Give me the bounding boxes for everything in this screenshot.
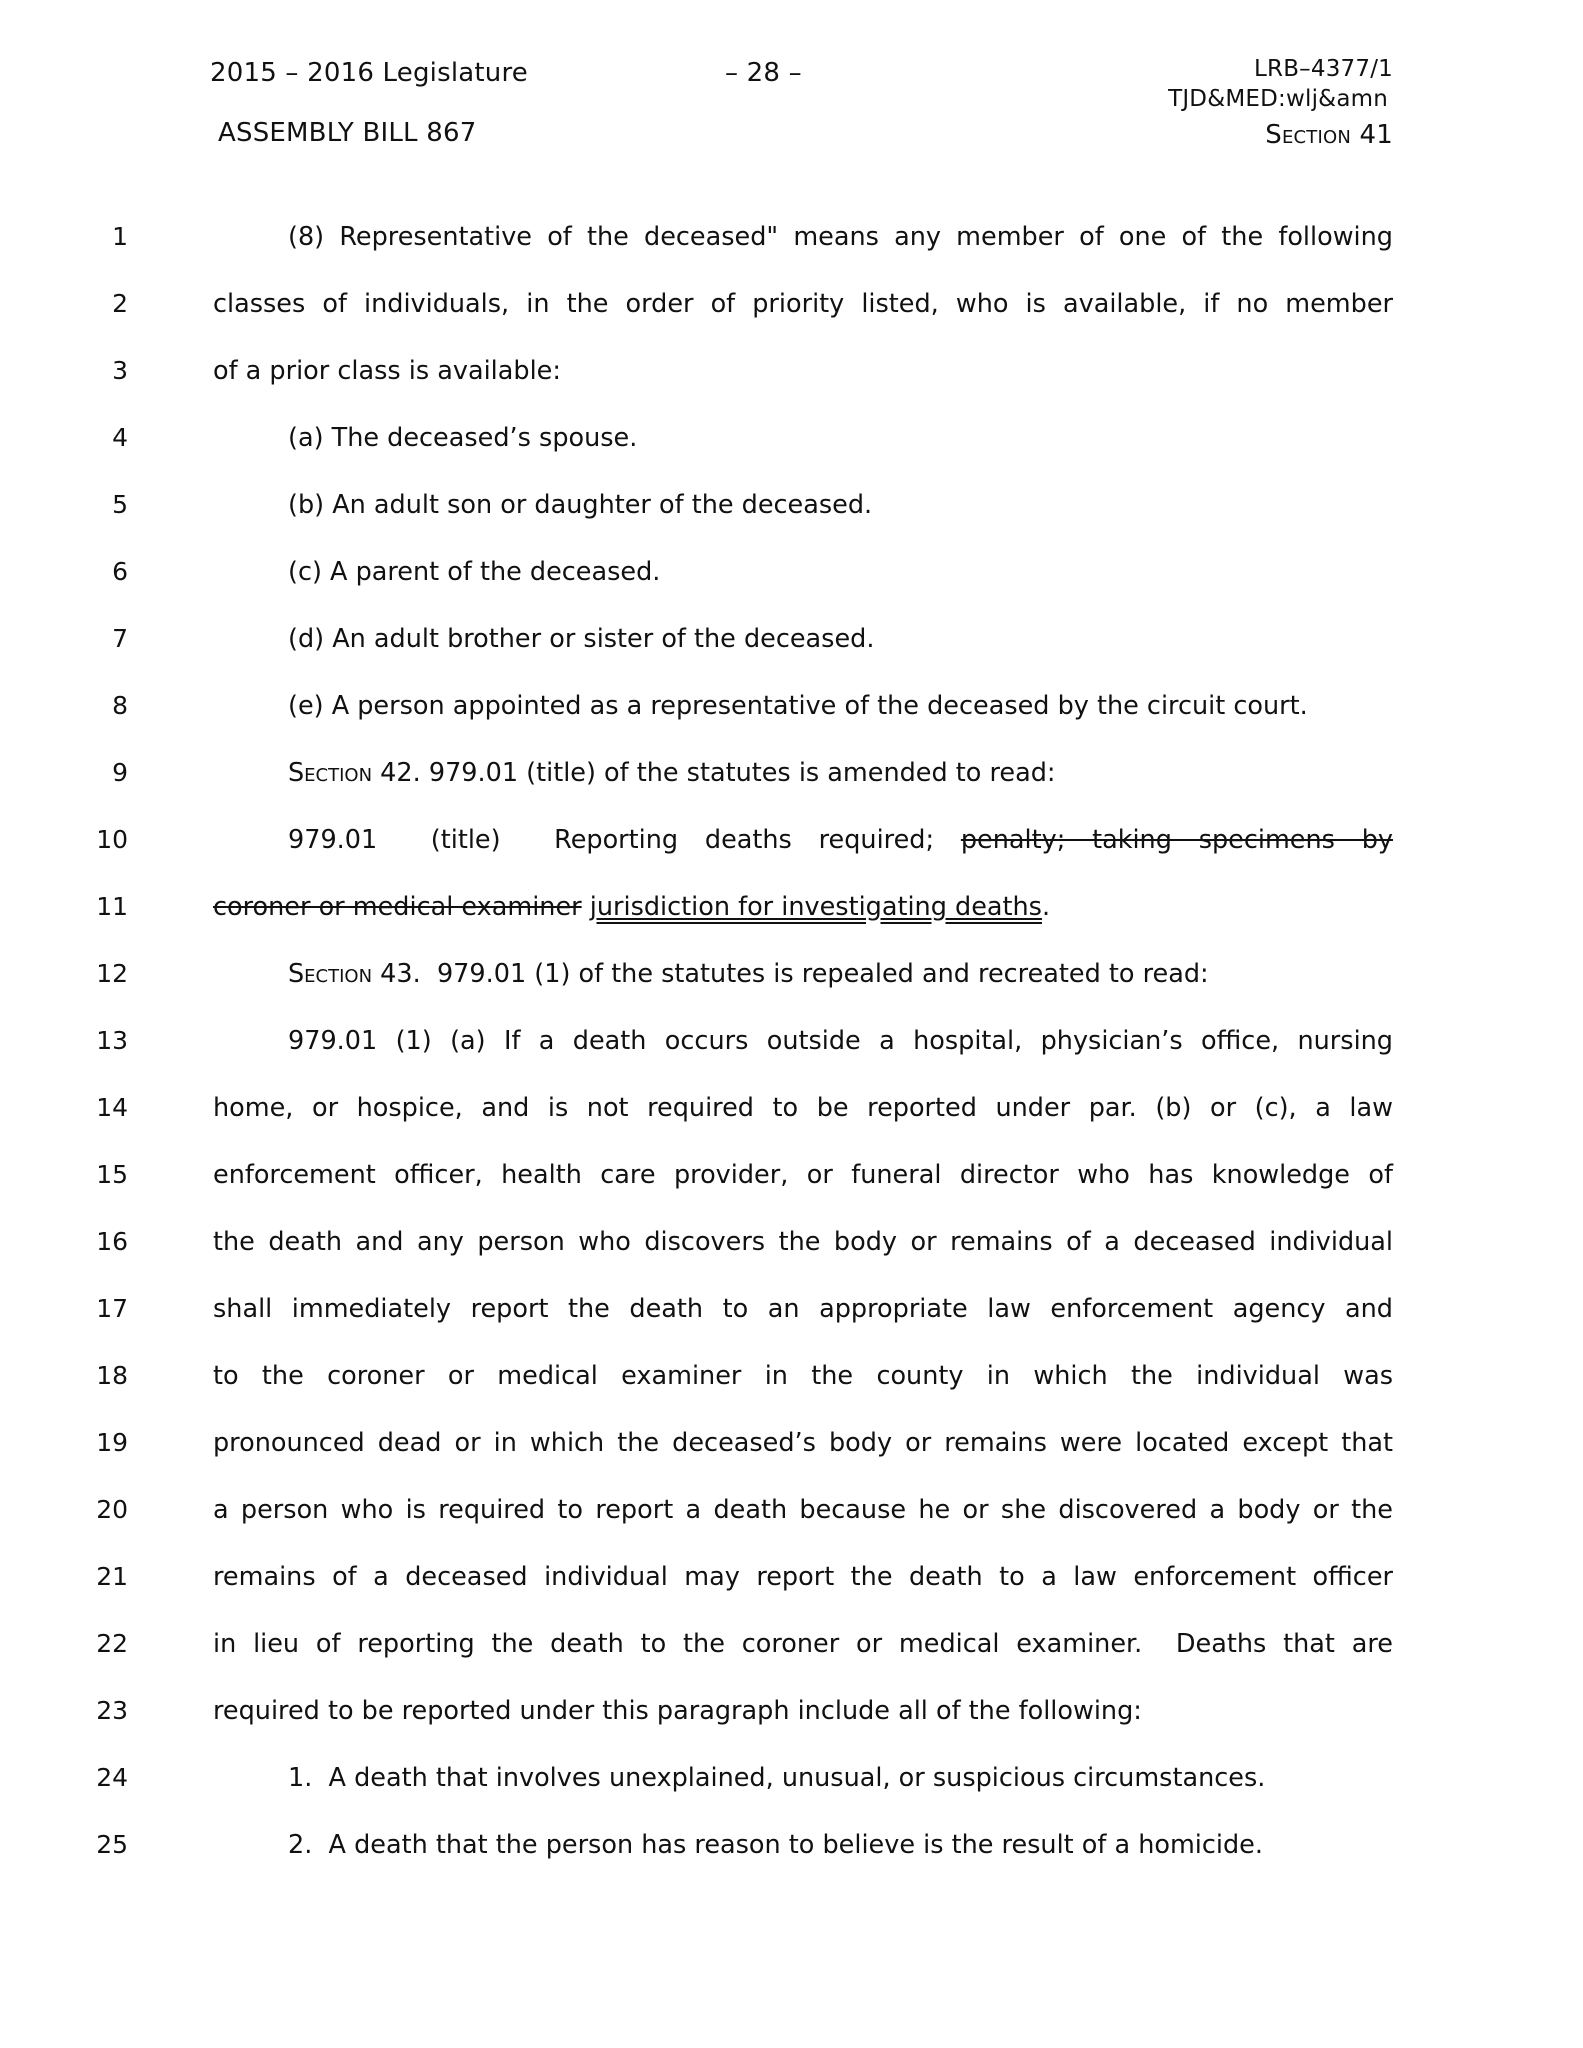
line-text: 979.01 (1) (a) If a death occurs outside a hospital, physician’s office, nursing	[288, 1026, 1393, 1056]
line-text: a person who is required to report a death because he or she discovered a body or the	[213, 1495, 1393, 1525]
section-label: Section 42.	[288, 758, 421, 788]
line-number: 4	[112, 423, 128, 452]
line-text: shall immediately report the death to an appropriate law enforcement agency and	[213, 1294, 1393, 1324]
bill-line	[0, 1562, 1583, 1602]
line-number: 10	[96, 825, 128, 854]
line-number: 18	[96, 1361, 128, 1390]
line-text: (b) An adult son or daughter of the deceased.	[288, 490, 873, 520]
line-text: 2. A death that the person has reason to believe is the result of a homicide.	[288, 1830, 1263, 1860]
line-text	[213, 892, 1050, 922]
line-number: 25	[96, 1830, 128, 1859]
line-number: 1	[112, 222, 128, 251]
deleted-text: penalty; taking specimens by	[960, 825, 1394, 855]
line-number: 17	[96, 1294, 128, 1323]
retained-text: 979.01 (title) Reporting deaths required;	[288, 825, 961, 855]
line-number: 12	[96, 959, 128, 988]
line-text: (8) Representative of the deceased" means any member of one of the following	[288, 222, 1393, 252]
line-text: of a prior class is available:	[213, 356, 561, 386]
bill-line	[0, 1763, 1583, 1803]
line-number: 15	[96, 1160, 128, 1189]
line-text: to the coroner or medical examiner in the county in which the individual was	[213, 1361, 1393, 1391]
inserted-text: jurisdiction for investigating deaths	[589, 892, 1042, 922]
bill-line	[0, 1361, 1583, 1401]
line-text	[288, 825, 1393, 855]
current-section: Section 41	[1265, 120, 1393, 150]
line-text: remains of a deceased individual may report the death to a law enforcement officer	[213, 1562, 1393, 1592]
line-number: 19	[96, 1428, 128, 1457]
spacer-text	[582, 892, 590, 922]
legislature-session: 2015 – 2016 Legislature	[210, 58, 528, 88]
line-number: 14	[96, 1093, 128, 1122]
line-number: 21	[96, 1562, 128, 1591]
section-description: 979.01 (title) of the statutes is amended to read:	[420, 758, 1056, 788]
line-number: 6	[112, 557, 128, 586]
line-text: (c) A parent of the deceased.	[288, 557, 661, 587]
bill-line	[0, 1830, 1583, 1870]
line-number: 9	[112, 758, 128, 787]
bill-line	[0, 1696, 1583, 1736]
bill-line	[0, 1629, 1583, 1669]
line-number: 20	[96, 1495, 128, 1524]
section-description: 979.01 (1) of the statutes is repealed and recreated to read:	[420, 959, 1209, 989]
line-text: enforcement officer, health care provider, or funeral director who has knowledge of	[213, 1160, 1393, 1190]
deleted-text: coroner or medical examiner	[213, 892, 582, 922]
section-label: Section 43.	[288, 959, 421, 989]
trailing-text: .	[1041, 892, 1051, 922]
bill-line	[0, 1160, 1583, 1200]
line-text: required to be reported under this paragraph include all of the following:	[213, 1696, 1142, 1726]
line-text: classes of individuals, in the order of priority listed, who is available, if no member	[213, 289, 1393, 319]
line-number: 8	[112, 691, 128, 720]
bill-line	[0, 758, 1583, 798]
bill-line	[0, 1093, 1583, 1133]
bill-line	[0, 222, 1583, 262]
line-text	[288, 758, 1056, 788]
line-text: home, or hospice, and is not required to be reported under par. (b) or (c), a law	[213, 1093, 1393, 1123]
page-number: – 28 –	[725, 58, 802, 88]
line-text: (a) The deceased’s spouse.	[288, 423, 638, 453]
lrb-number: LRB–4377/1	[1254, 56, 1393, 82]
line-number: 11	[96, 892, 128, 921]
line-number: 24	[96, 1763, 128, 1792]
line-number: 23	[96, 1696, 128, 1725]
bill-line	[0, 1026, 1583, 1066]
bill-line	[0, 289, 1583, 329]
bill-line	[0, 624, 1583, 664]
line-number: 5	[112, 490, 128, 519]
line-text: in lieu of reporting the death to the coroner or medical examiner. Deaths that are	[213, 1629, 1393, 1659]
bill-line	[0, 1428, 1583, 1468]
line-number: 22	[96, 1629, 128, 1658]
bill-line	[0, 1495, 1583, 1535]
line-number: 3	[112, 356, 128, 385]
bill-line	[0, 1227, 1583, 1267]
bill-title: ASSEMBLY BILL 867	[218, 118, 477, 148]
line-number: 2	[112, 289, 128, 318]
bill-line	[0, 691, 1583, 731]
bill-line	[0, 825, 1583, 865]
bill-line	[0, 1294, 1583, 1334]
line-text	[288, 959, 1209, 989]
line-text: pronounced dead or in which the deceased’s body or remains were located except that	[213, 1428, 1393, 1458]
line-text: (e) A person appointed as a representative of the deceased by the circuit court.	[288, 691, 1308, 721]
bill-line	[0, 557, 1583, 597]
bill-line	[0, 892, 1583, 932]
drafter-initials: TJD&MED:wlj&amn	[1168, 86, 1388, 112]
line-number: 7	[112, 624, 128, 653]
bill-line	[0, 490, 1583, 530]
line-number: 16	[96, 1227, 128, 1256]
bill-line	[0, 423, 1583, 463]
bill-line	[0, 959, 1583, 999]
line-text: (d) An adult brother or sister of the deceased.	[288, 624, 875, 654]
line-text: 1. A death that involves unexplained, unusual, or suspicious circumstances.	[288, 1763, 1266, 1793]
line-text: the death and any person who discovers the body or remains of a deceased individual	[213, 1227, 1393, 1257]
bill-line	[0, 356, 1583, 396]
line-number: 13	[96, 1026, 128, 1055]
